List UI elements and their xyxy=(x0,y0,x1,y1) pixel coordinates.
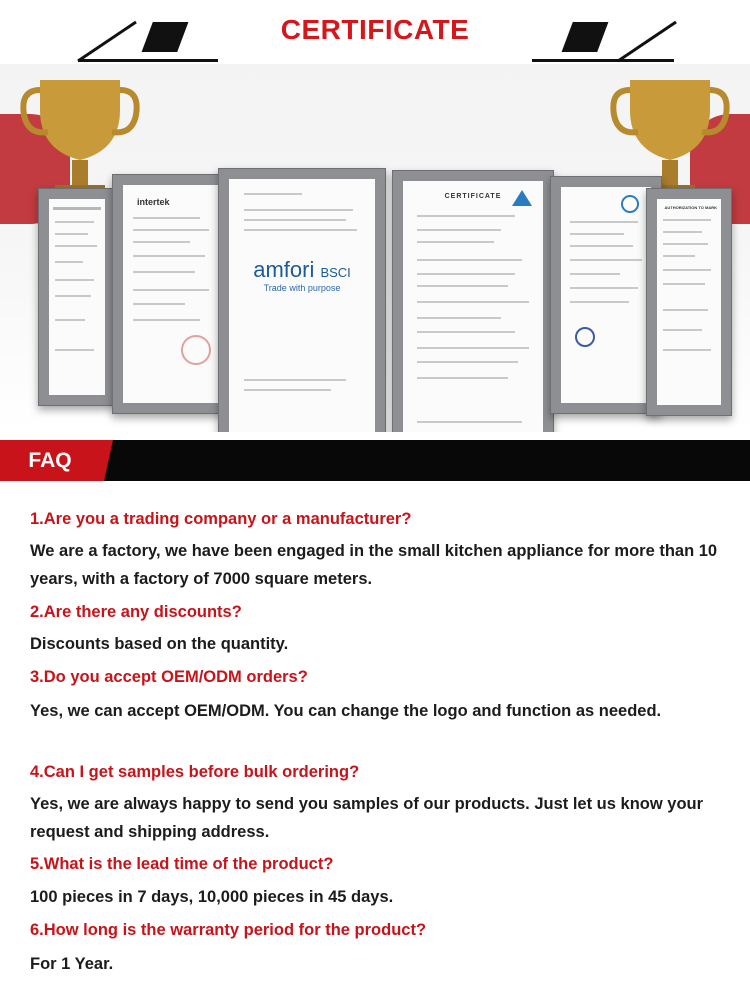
left-rule xyxy=(78,59,218,62)
right-rule xyxy=(532,59,674,62)
authorization-title: AUTHORIZATION TO MARK xyxy=(664,205,717,210)
page-title: CERTIFICATE xyxy=(280,14,470,45)
certificate-frame-authorization xyxy=(646,188,732,416)
intertek-logo: intertek xyxy=(137,197,170,207)
faq-question-3: 3.Do you accept OEM/ODM orders? xyxy=(30,668,308,686)
faq-question-4: 4.Can I get samples before bulk ordering? xyxy=(30,763,360,781)
right-diagonal-line xyxy=(608,20,678,64)
faq-heading: FAQ xyxy=(28,449,72,472)
faq-answer-6: For 1 Year. xyxy=(30,955,114,973)
amfori-bsci-logo: amfori BSCI Trade with purpose xyxy=(253,257,351,293)
stamp-icon xyxy=(575,327,595,347)
faq-answer-4: Yes, we are always happy to send you samples of our products. Just let us know your request and shipping address. xyxy=(30,795,704,841)
faq-answer-1: We are a factory, we have been engaged in the small kitchen appliance for more than 10 years, with a factory of 7000 square meters. xyxy=(30,542,718,588)
faq-answer-3: Yes, we can accept OEM/ODM. You can change the logo and function as needed. xyxy=(30,702,662,720)
faq-question-6: 6.How long is the warranty period for the product? xyxy=(30,921,427,939)
stamp-icon xyxy=(181,335,211,365)
faq-question-2: 2.Are there any discounts? xyxy=(30,603,242,621)
certificate-frame-intertek xyxy=(112,174,230,414)
right-slash-decoration xyxy=(560,22,610,52)
faq-answer-5: 100 pieces in 7 days, 10,000 pieces in 45 days. xyxy=(30,888,394,906)
faq-question-1: 1.Are you a trading company or a manufacturer? xyxy=(30,510,412,528)
tuv-logo-icon xyxy=(511,189,533,207)
certificate-frame-amfori xyxy=(218,168,386,432)
certificate-header xyxy=(0,0,750,64)
certificate-frame-1 xyxy=(38,188,116,406)
faq-answer-2: Discounts based on the quantity. xyxy=(30,635,289,653)
seal-icon xyxy=(621,195,639,213)
faq-question-5: 5.What is the lead time of the product? xyxy=(30,855,334,873)
certificates-photo xyxy=(0,64,750,432)
certificate-frame-tuv xyxy=(392,170,554,432)
tuv-certificate-title: CERTIFICATE xyxy=(444,193,502,200)
